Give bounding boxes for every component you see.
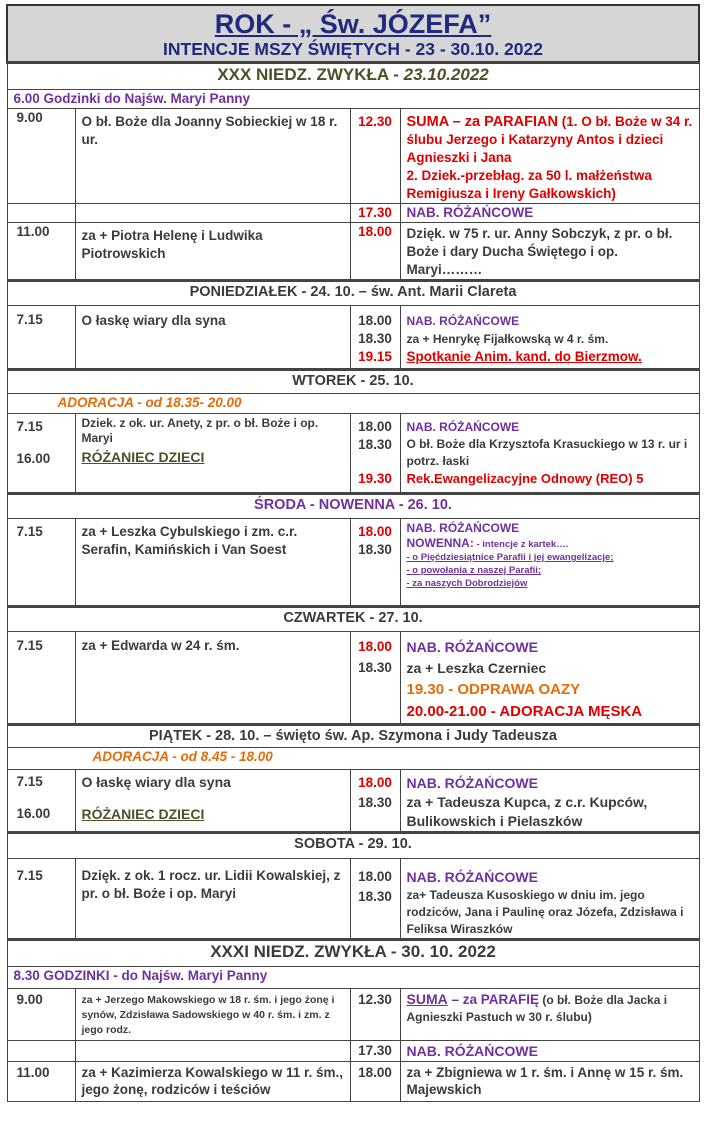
suma-heading: SUMA – za PARAFIAN <box>406 114 558 130</box>
mass-times <box>350 632 400 725</box>
mass-time: 18.30 <box>358 331 392 346</box>
mass-time: 7.15 <box>7 519 75 607</box>
suma-parish: – za PARAFIĘ <box>447 992 540 1007</box>
mass-intentions <box>75 770 350 833</box>
mass-time: 11.00 <box>7 1062 75 1102</box>
mass-time: 18.00 <box>358 775 392 790</box>
mass-intentions <box>400 414 699 494</box>
schedule-table <box>6 4 700 1102</box>
day-band-wednesday: ŚRODA - NOWENNA - 26. 10. <box>7 494 699 519</box>
novena-intention: - o powołania z naszej Parafii; <box>406 565 542 576</box>
empty-cell <box>75 204 350 223</box>
oaza-briefing: 19.30 - ODPRAWA OAZY <box>406 681 581 698</box>
mass-times <box>350 414 400 494</box>
mass-time: 18.00 <box>358 869 392 884</box>
godzinki-row: 8.30 GODZINKI - do Najśw. Maryi Panny <box>7 967 699 989</box>
mass-times <box>350 519 400 607</box>
rosary-service: NAB. RÓŻAŃCOWE <box>406 639 538 655</box>
mass-time: 18.00 <box>358 419 392 434</box>
novena-intentions <box>400 519 699 607</box>
suma-details: (1. O bł. Boże w 34 r. ślubu Jerzego i Katarzyny Antos i dzieci Agnieszki i Jana <box>406 114 693 165</box>
mass-time: 18.00 <box>358 524 392 539</box>
mass-time: 12.30 <box>350 109 400 204</box>
mass-intention <box>400 989 699 1041</box>
mass-time: 18.30 <box>358 660 392 675</box>
mass-intention: za + Edwarda w 24 r. śm. <box>75 632 350 725</box>
day-band-tuesday: WTOREK - 25. 10. <box>7 370 699 394</box>
mass-time: 12.30 <box>350 989 400 1041</box>
mass-time: 18.30 <box>358 795 392 810</box>
mass-time: 19.15 <box>358 349 392 364</box>
day-band-date: 23.10.2022 <box>403 65 489 84</box>
mass-intention: O łaskę wiary dla syna <box>75 306 350 370</box>
day-band-friday: PIĄTEK - 28. 10. – święto św. Ap. Szymona i Judy Tadeusza <box>7 725 699 748</box>
day-band-monday: PONIEDZIAŁEK - 24. 10. – św. Ant. Marii Clareta <box>7 281 699 306</box>
mass-intention: za + Kazimierza Kowalskiego w 11 r. śm., jego żonę, rodziców i teściów <box>75 1062 350 1102</box>
mass-time: 7.15 <box>7 859 75 940</box>
rosary-service: NAB. RÓŻAŃCOWE <box>400 1041 699 1062</box>
childrens-rosary: RÓŻANIEC DZIECI <box>81 806 205 822</box>
page-subtitle: INTENCJE MSZY ŚWIĘTYCH - 23 - 30.10. 2022 <box>163 39 543 59</box>
event-note: Spotkanie Anim. kand. do Bierzmow. <box>406 349 642 364</box>
childrens-rosary: RÓŻANIEC DZIECI <box>81 449 205 465</box>
mass-intention: za + Zbigniewa w 1 r. śm. i Annę w 15 r. śm. Majewskich <box>400 1062 699 1102</box>
mass-time: 18.00 <box>358 639 392 654</box>
mass-time: 16.00 <box>16 806 51 821</box>
rosary-service: NAB. RÓŻAŃCOWE <box>406 869 538 885</box>
mass-time: 7.15 <box>7 306 75 370</box>
mass-intention: za + Henrykę Fijałkowską w 4 r. śm. <box>406 332 609 346</box>
mass-intention: O bł. Boże dla Joanny Sobieckiej w 18 r. ur. <box>75 109 350 204</box>
rosary-service: NAB. RÓŻAŃCOWE <box>400 204 699 223</box>
mass-intention: Dziek. z ok. ur. Anety, z pr. o bł. Boże i op. Maryi <box>81 416 319 445</box>
mass-intentions <box>400 306 699 370</box>
mass-times <box>7 770 75 833</box>
suma-heading: SUMA <box>406 991 448 1007</box>
mass-intentions <box>400 770 699 833</box>
mass-time: 11.00 <box>7 223 75 281</box>
mass-time: 19.30 <box>358 471 392 486</box>
day-band-sunday-1 <box>7 63 699 90</box>
mass-intention: za + Leszka Czerniec <box>406 660 547 676</box>
novena-heading: NOWENNA: <box>406 536 474 550</box>
godzinki-row: 6.00 Godzinki do Najśw. Maryi Panny <box>7 90 699 109</box>
mass-time: 7.15 <box>7 632 75 725</box>
event-note: Rek.Ewangelizacyjne Odnowy (REO) 5 <box>406 471 644 486</box>
mass-time: 7.15 <box>16 774 43 789</box>
mens-adoration: 20.00-21.00 - ADORACJA MĘSKA <box>406 703 643 720</box>
mass-time: 18.30 <box>358 889 392 904</box>
day-band-sunday-2: XXXI NIEDZ. ZWYKŁA - 30. 10. 2022 <box>7 940 699 967</box>
novena-line <box>407 536 695 551</box>
mass-times <box>350 859 400 940</box>
mass-time: 9.00 <box>7 109 75 204</box>
mass-intention: za + Jerzego Makowskiego w 18 r. śm. i jego żonę i synów, Zdzisława Sadowskiego w 40 r. śm. i zm. z jego rodz. <box>75 989 350 1041</box>
mass-intention: O bł. Boże dla Krzysztofa Krasuckiego w 13 r. ur i potrz. łaski <box>406 437 688 468</box>
mass-time: 9.00 <box>7 989 75 1041</box>
mass-intention: Dzięk. w 75 r. ur. Anny Sobczyk, z pr. o bł. Boże i dary Ducha Świętego i op. Maryi……… <box>400 223 699 281</box>
rosary-service: NAB. RÓŻAŃCOWE <box>406 420 520 434</box>
day-band-thursday: CZWARTEK - 27. 10. <box>7 607 699 632</box>
mass-time: 18.00 <box>350 223 400 281</box>
mass-time: 18.00 <box>350 1062 400 1102</box>
rosary-service: NAB. RÓŻAŃCOWE <box>406 314 520 328</box>
mass-time: 18.30 <box>358 542 392 557</box>
mass-intentions <box>75 414 350 494</box>
mass-intention: za + Leszka Cybulskiego i zm. c.r. Serafin, Kamińskich i Van Soest <box>75 519 350 607</box>
empty-cell <box>7 1041 75 1062</box>
mass-time: 16.00 <box>16 451 51 466</box>
mass-times <box>7 414 75 494</box>
mass-intentions <box>400 859 699 940</box>
suma-second-intention: 2. Dziek.-przebłag. za 50 l. małżeństwa Remigiusza i Ireny Gałkowskich) <box>406 168 652 201</box>
mass-time: 18.30 <box>358 437 392 452</box>
mass-intention: Dzięk. z ok. 1 rocz. ur. Lidii Kowalskiej, z pr. o bł. Boże i op. Maryi <box>75 859 350 940</box>
mass-intention: za + Piotra Helenę i Ludwika Piotrowskich <box>75 223 350 281</box>
day-band-text: XXX NIEDZ. ZWYKŁA - <box>217 65 404 84</box>
mass-intention: za + Tadeusza Kupca, z c.r. Kupców, Bulikowskich i Pielaszków <box>406 794 648 829</box>
rosary-service: NAB. RÓŻAŃCOWE <box>406 521 520 535</box>
mass-time: 7.15 <box>16 419 43 434</box>
novena-note: - intencje z kartek…. <box>473 539 569 550</box>
mass-time: 18.00 <box>358 313 392 328</box>
novena-intention: - o Pięćdziesiątnice Parafii i jej ewangelizacje; <box>406 552 614 563</box>
mass-times <box>350 306 400 370</box>
mass-intention: za+ Tadeusza Kusoskiego w dniu im. jego rodziców, Jana i Paulinę oraz Józefa, Zdzisława i Feliksa Wiraszków <box>406 888 684 936</box>
mass-time: 17.30 <box>350 204 400 223</box>
adoration-row: ADORACJA - od 8.45 - 18.00 <box>7 748 699 770</box>
empty-cell <box>75 1041 350 1062</box>
empty-cell <box>7 204 75 223</box>
rosary-service: NAB. RÓŻAŃCOWE <box>406 775 538 791</box>
mass-intention <box>400 109 699 204</box>
mass-time: 17.30 <box>350 1041 400 1062</box>
page-header <box>7 5 699 63</box>
novena-intention: - za naszych Dobrodziejów <box>406 578 528 589</box>
day-band-saturday: SOBOTA - 29. 10. <box>7 833 699 859</box>
mass-intention: O łaskę wiary dla syna <box>81 774 231 790</box>
page-title: ROK - „ Św. JÓZEFA” <box>214 9 492 39</box>
mass-times <box>350 770 400 833</box>
mass-intentions <box>400 632 699 725</box>
suma-details: (o bł. Boże dla Jacka i Agnieszki Pastuch w 30 r. ślubu) <box>406 993 668 1024</box>
adoration-row: ADORACJA - od 18.35- 20.00 <box>7 394 699 414</box>
